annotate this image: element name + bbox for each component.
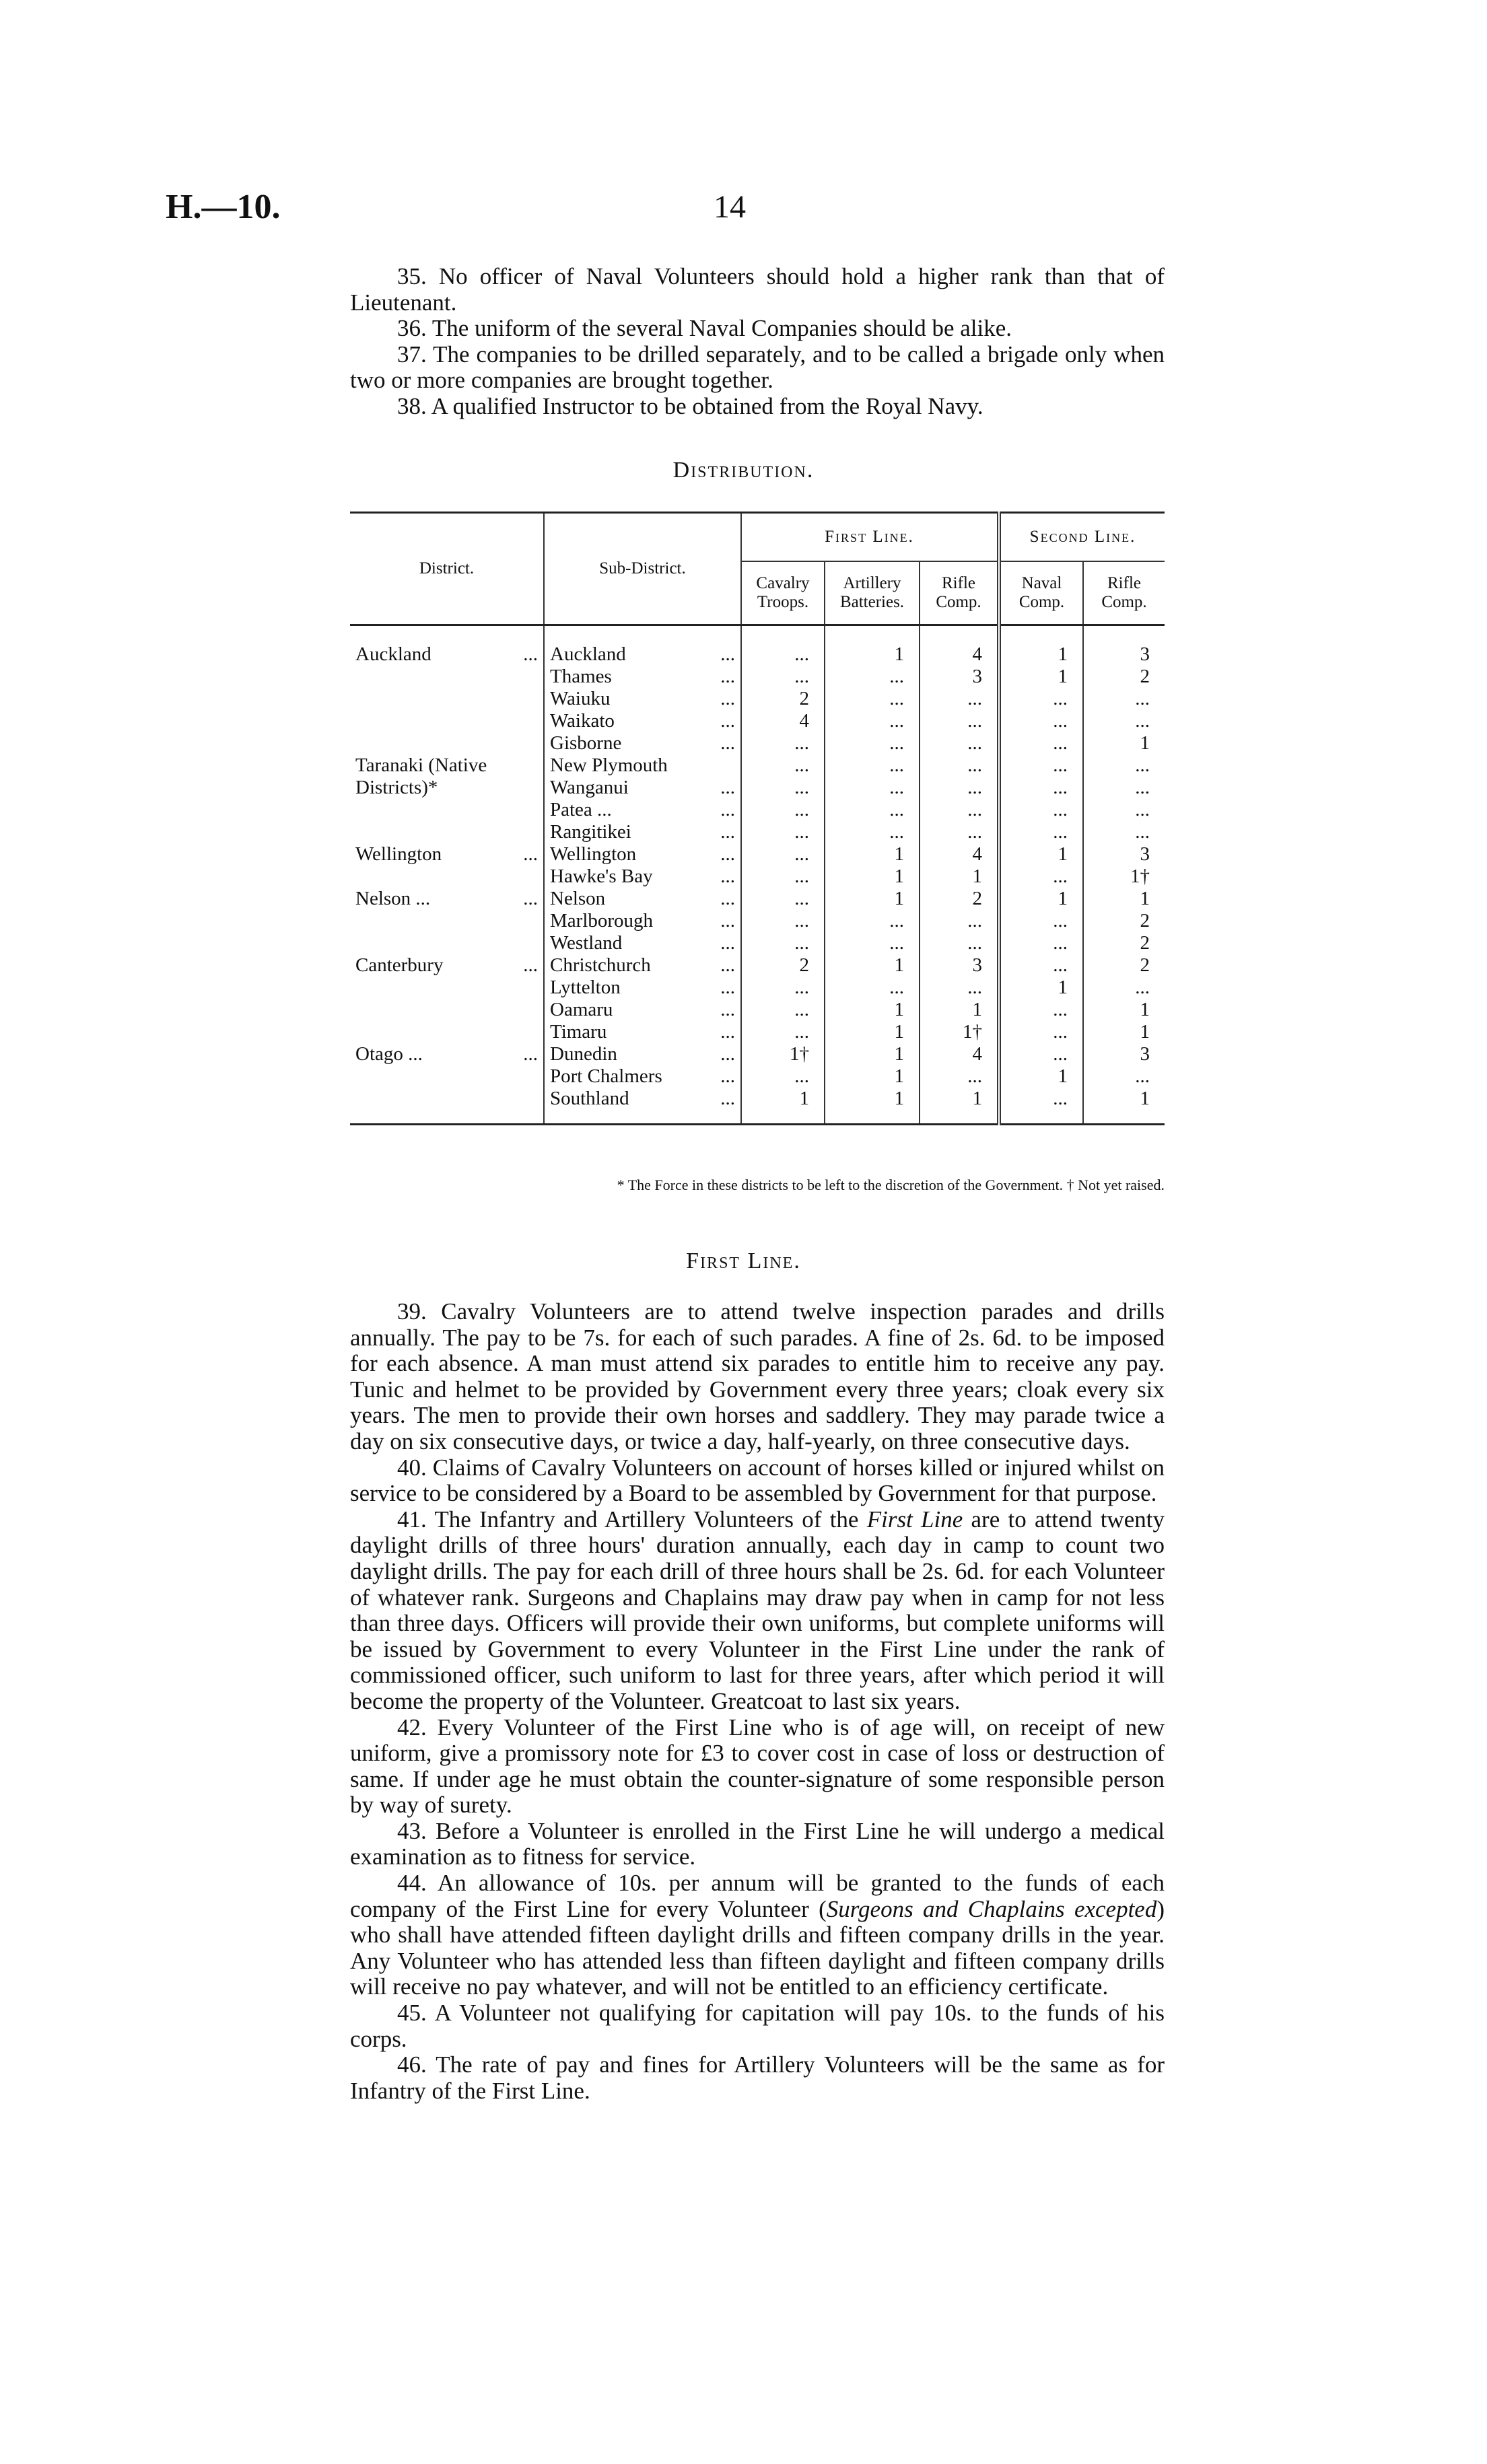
- paragraph-40: 40. Claims of Cavalry Volunteers on account of horses killed or injured whilst on service to be considered by a Board to be assembled by Government for that purpose.: [350, 1454, 1165, 1507]
- district-name: Otago ...: [355, 1043, 423, 1065]
- sub-district-name: Hawke's Bay: [550, 866, 653, 887]
- district-cell: [350, 799, 544, 821]
- district-cell: [350, 732, 544, 754]
- leader-dots: ...: [720, 977, 735, 998]
- value-cell: 1: [825, 1043, 920, 1065]
- leader-dots: ...: [720, 954, 735, 976]
- header-artillery-batteries: Artillery Batteries.: [825, 561, 920, 625]
- value-cell: 1†: [1083, 866, 1165, 888]
- district-cell: [350, 754, 544, 777]
- table-row: [350, 1021, 1165, 1043]
- leader-dots: ...: [720, 821, 735, 843]
- value-cell: 1: [825, 1088, 920, 1125]
- district-cell: [350, 1021, 544, 1043]
- value-cell: ...: [999, 1088, 1083, 1125]
- leader-dots: ...: [523, 843, 538, 865]
- leader-dots: ...: [523, 643, 538, 665]
- value-cell: ...: [1083, 754, 1165, 777]
- district-cell: [350, 710, 544, 732]
- district-cell: [350, 977, 544, 999]
- distribution-table: [350, 512, 1165, 1125]
- table-row: [350, 866, 1165, 888]
- district-name: Districts)*: [355, 777, 438, 798]
- table-row: [350, 843, 1165, 866]
- value-cell: ...: [999, 954, 1083, 977]
- sub-district-name: Thames: [550, 666, 612, 687]
- value-cell: ...: [920, 732, 999, 754]
- value-cell: ...: [741, 732, 825, 754]
- leader-dots: ...: [720, 1043, 735, 1065]
- paragraph-36: 36. The uniform of the several Naval Companies should be alike.: [397, 315, 1012, 342]
- table-row: [350, 710, 1165, 732]
- value-cell: 2: [920, 888, 999, 910]
- paragraph-42: 42. Every Volunteer of the First Line who is of age will, on receipt of new uniform, give a promissory note for £3 to cover cost in case of loss or destruction of same. If under age he must obtain the counter-signature of some responsible person by way of surety.: [350, 1714, 1165, 1819]
- value-cell: ...: [825, 932, 920, 954]
- leader-dots: ...: [720, 799, 735, 820]
- value-cell: ...: [825, 666, 920, 688]
- table-row: [350, 888, 1165, 910]
- table-row: [350, 910, 1165, 932]
- value-cell: 1: [1083, 999, 1165, 1021]
- value-cell: 1: [825, 954, 920, 977]
- value-cell: 4: [920, 625, 999, 666]
- header-first-line: First Line.: [741, 513, 999, 562]
- table-row: [350, 625, 1165, 666]
- district-name: Wellington: [355, 843, 442, 865]
- value-cell: 1: [1083, 888, 1165, 910]
- value-cell: ...: [825, 821, 920, 843]
- header-sub-district: Sub-District.: [544, 513, 741, 625]
- table-row: [350, 732, 1165, 754]
- value-cell: ...: [825, 977, 920, 999]
- first-line-title: First Line.: [686, 1248, 801, 1273]
- value-cell: ...: [999, 866, 1083, 888]
- value-cell: ...: [741, 866, 825, 888]
- district-cell: [350, 910, 544, 932]
- district-cell: [350, 625, 544, 666]
- leader-dots: ...: [523, 888, 538, 909]
- value-cell: ...: [741, 821, 825, 843]
- paragraph-43: 43. Before a Volunteer is enrolled in the First Line he will undergo a medical examination as to fitness for service.: [350, 1817, 1165, 1870]
- leader-dots: ...: [720, 1021, 735, 1043]
- sub-district-name: Nelson: [550, 888, 606, 909]
- sub-district-name: Gisborne: [550, 732, 622, 754]
- sub-district-name: Dunedin: [550, 1043, 617, 1065]
- district-name: Nelson ...: [355, 888, 431, 909]
- value-cell: 1: [999, 977, 1083, 999]
- paragraph-38: 38. A qualified Instructor to be obtained from the Royal Navy.: [397, 392, 983, 419]
- district-cell: [350, 821, 544, 843]
- value-cell: ...: [920, 910, 999, 932]
- value-cell: 1: [825, 1021, 920, 1043]
- value-cell: 1: [999, 666, 1083, 688]
- sub-district-name: Auckland: [550, 643, 626, 665]
- table-row: [350, 777, 1165, 799]
- leader-dots: ...: [720, 999, 735, 1020]
- leader-dots: ...: [720, 1065, 735, 1087]
- district-cell: [350, 866, 544, 888]
- first-line-paragraphs: [350, 1299, 1165, 2104]
- sub-district-cell: [544, 710, 741, 732]
- value-cell: ...: [920, 777, 999, 799]
- leader-dots: ...: [720, 688, 735, 709]
- header-second-line: Second Line.: [999, 513, 1165, 562]
- sub-district-name: Wellington: [550, 843, 637, 865]
- sub-district-cell: [544, 666, 741, 688]
- paragraph-44: 44. An allowance of 10s. per annum will be granted to the funds of each company of the First Line for every Volunteer (Surgeons and Chaplains excepted) who shall have attended fifteen daylight drills and fifteen company drills in the year. Any Volunteer who has attended less than fifteen daylight and fifteen company drills will receive no pay whatever, and will not be entitled to an efficiency certificate.: [350, 1870, 1165, 2000]
- paragraph-41: 41. The Infantry and Artillery Volunteers of the First Line are to attend twenty daylight drills of three hours' duration annually, each day in camp to count two daylight drills. The pay for each drill of three hours shall be 2s. 6d. for each Volunteer of whatever rank. Surgeons and Chaplains may draw pay when in camp for not less than three days. Officers will provide their own uniforms, but complete uniforms will be issued by Government to every Volunteer in the First Line under the rank of commissioned officer, such uniform to last for three years, after which period it will become the property of the Volunteer. Greatcoat to last six years.: [350, 1506, 1165, 1714]
- header-rifle-comp-second: Rifle Comp.: [1083, 561, 1165, 625]
- sub-district-name: Oamaru: [550, 999, 613, 1020]
- value-cell: 1: [825, 625, 920, 666]
- header-district: District.: [419, 559, 475, 577]
- value-cell: 1: [825, 888, 920, 910]
- value-cell: 3: [1083, 625, 1165, 666]
- sub-district-cell: [544, 910, 741, 932]
- sub-district-cell: [544, 799, 741, 821]
- value-cell: 1: [920, 999, 999, 1021]
- value-cell: ...: [741, 932, 825, 954]
- value-cell: ...: [825, 732, 920, 754]
- sub-district-name: Waikato: [550, 710, 615, 732]
- leader-dots: ...: [720, 666, 735, 687]
- district-cell: [350, 888, 544, 910]
- value-cell: ...: [999, 688, 1083, 710]
- table-row: [350, 999, 1165, 1021]
- table-row: [350, 932, 1165, 954]
- table-row: [350, 1043, 1165, 1065]
- paragraph-37: 37. The companies to be drilled separately, and to be called a brigade only when two or more companies are brought together.: [350, 341, 1165, 394]
- table-row: [350, 688, 1165, 710]
- header-naval-comp: Naval Comp.: [999, 561, 1083, 625]
- value-cell: 1: [999, 843, 1083, 866]
- value-cell: ...: [741, 1021, 825, 1043]
- value-cell: ...: [741, 999, 825, 1021]
- document-id: H.—10.: [166, 188, 281, 226]
- district-cell: [350, 843, 544, 866]
- district-cell: [350, 932, 544, 954]
- value-cell: ...: [999, 1021, 1083, 1043]
- value-cell: 3: [1083, 1043, 1165, 1065]
- value-cell: ...: [920, 821, 999, 843]
- value-cell: ...: [825, 777, 920, 799]
- sub-district-name: Lyttelton: [550, 977, 621, 998]
- sub-district-cell: [544, 1021, 741, 1043]
- leader-dots: ...: [720, 643, 735, 665]
- sub-district-cell: [544, 821, 741, 843]
- value-cell: ...: [741, 666, 825, 688]
- value-cell: 2: [741, 688, 825, 710]
- paragraph-45: 45. A Volunteer not qualifying for capitation will pay 10s. to the funds of his corps.: [350, 2000, 1165, 2052]
- district-name: Taranaki (Native: [355, 754, 487, 776]
- value-cell: 4: [920, 1043, 999, 1065]
- district-name: Auckland: [355, 643, 431, 665]
- sub-district-cell: [544, 1065, 741, 1088]
- sub-district-cell: [544, 977, 741, 999]
- district-cell: [350, 688, 544, 710]
- value-cell: 1: [999, 625, 1083, 666]
- value-cell: ...: [825, 688, 920, 710]
- value-cell: ...: [999, 754, 1083, 777]
- paragraph-35: 35. No officer of Naval Volunteers should hold a higher rank than that of Lieutenant.: [350, 263, 1165, 316]
- value-cell: ...: [999, 999, 1083, 1021]
- table-row: [350, 1065, 1165, 1088]
- value-cell: ...: [741, 843, 825, 866]
- value-cell: ...: [741, 799, 825, 821]
- leader-dots: ...: [720, 1088, 735, 1109]
- sub-district-cell: [544, 754, 741, 777]
- value-cell: ...: [999, 710, 1083, 732]
- sub-district-name: Wanganui: [550, 777, 629, 798]
- value-cell: 2: [1083, 954, 1165, 977]
- sub-district-name: Timaru: [550, 1021, 607, 1043]
- sub-district-name: Port Chalmers: [550, 1065, 662, 1087]
- leader-dots: ...: [720, 888, 735, 909]
- page-number: 14: [714, 189, 746, 225]
- value-cell: ...: [1083, 710, 1165, 732]
- leader-dots: ...: [523, 954, 538, 976]
- district-cell: [350, 666, 544, 688]
- table-row: [350, 666, 1165, 688]
- sub-district-cell: [544, 866, 741, 888]
- value-cell: ...: [1083, 977, 1165, 999]
- value-cell: 1: [999, 888, 1083, 910]
- sub-district-cell: [544, 999, 741, 1021]
- value-cell: 3: [920, 954, 999, 977]
- sub-district-name: Rangitikei: [550, 821, 631, 843]
- sub-district-cell: [544, 1043, 741, 1065]
- sub-district-cell: [544, 1088, 741, 1125]
- header-rifle-comp-first: Rifle Comp.: [920, 561, 999, 625]
- value-cell: 4: [741, 710, 825, 732]
- table-row: [350, 754, 1165, 777]
- table-row: [350, 1088, 1165, 1125]
- value-cell: 1†: [741, 1043, 825, 1065]
- distribution-rows: [350, 625, 1165, 1125]
- district-name: Canterbury: [355, 954, 444, 976]
- value-cell: ...: [741, 754, 825, 777]
- value-cell: ...: [741, 777, 825, 799]
- sub-district-cell: [544, 625, 741, 666]
- value-cell: ...: [741, 910, 825, 932]
- table-footnote: * The Force in these districts to be left to the discretion of the Government. † Not yet raised.: [617, 1176, 1165, 1193]
- sub-district-name: Southland: [550, 1088, 629, 1109]
- value-cell: ...: [920, 710, 999, 732]
- leader-dots: ...: [720, 843, 735, 865]
- value-cell: ...: [999, 777, 1083, 799]
- sub-district-cell: [544, 732, 741, 754]
- value-cell: ...: [741, 625, 825, 666]
- sub-district-cell: [544, 777, 741, 799]
- value-cell: 2: [1083, 910, 1165, 932]
- value-cell: 1: [825, 843, 920, 866]
- value-cell: 1: [825, 866, 920, 888]
- leader-dots: ...: [720, 932, 735, 954]
- district-cell: [350, 777, 544, 799]
- value-cell: ...: [1083, 777, 1165, 799]
- paragraph-46: 46. The rate of pay and fines for Artillery Volunteers will be the same as for Infantry of the First Line.: [350, 2051, 1165, 2104]
- value-cell: 1: [920, 866, 999, 888]
- table-row: [350, 799, 1165, 821]
- value-cell: 1: [1083, 1021, 1165, 1043]
- value-cell: 2: [1083, 932, 1165, 954]
- value-cell: ...: [741, 1065, 825, 1088]
- value-cell: 1: [825, 999, 920, 1021]
- leader-dots: ...: [720, 710, 735, 732]
- table-row: [350, 954, 1165, 977]
- distribution-title: Distribution.: [672, 458, 815, 483]
- sub-district-name: New Plymouth: [550, 754, 668, 776]
- value-cell: ...: [1083, 688, 1165, 710]
- value-cell: 1†: [920, 1021, 999, 1043]
- table-row: [350, 821, 1165, 843]
- value-cell: 1: [1083, 732, 1165, 754]
- sub-district-name: Westland: [550, 932, 623, 954]
- value-cell: ...: [920, 799, 999, 821]
- value-cell: 2: [1083, 666, 1165, 688]
- district-cell: [350, 1043, 544, 1065]
- value-cell: 1: [999, 1065, 1083, 1088]
- sub-district-cell: [544, 932, 741, 954]
- top-paragraphs: [350, 264, 1165, 420]
- district-cell: [350, 1065, 544, 1088]
- value-cell: ...: [825, 754, 920, 777]
- sub-district-name: Waiuku: [550, 688, 611, 709]
- value-cell: ...: [741, 888, 825, 910]
- value-cell: ...: [999, 910, 1083, 932]
- value-cell: ...: [741, 977, 825, 999]
- sub-district-name: Patea ...: [550, 799, 612, 820]
- district-cell: [350, 1088, 544, 1125]
- value-cell: ...: [1083, 799, 1165, 821]
- value-cell: ...: [1083, 1065, 1165, 1088]
- leader-dots: ...: [720, 910, 735, 931]
- value-cell: ...: [999, 732, 1083, 754]
- header-cavalry-troops: Cavalry Troops.: [741, 561, 825, 625]
- value-cell: ...: [999, 1043, 1083, 1065]
- leader-dots: ...: [720, 866, 735, 887]
- sub-district-cell: [544, 688, 741, 710]
- sub-district-name: Marlborough: [550, 910, 654, 931]
- value-cell: ...: [999, 821, 1083, 843]
- value-cell: ...: [825, 710, 920, 732]
- value-cell: ...: [999, 799, 1083, 821]
- leader-dots: ...: [720, 777, 735, 798]
- leader-dots: ...: [523, 1043, 538, 1065]
- value-cell: 1: [741, 1088, 825, 1125]
- value-cell: 1: [825, 1065, 920, 1088]
- value-cell: ...: [920, 688, 999, 710]
- value-cell: 3: [920, 666, 999, 688]
- value-cell: ...: [920, 977, 999, 999]
- sub-district-cell: [544, 888, 741, 910]
- value-cell: ...: [999, 932, 1083, 954]
- sub-district-name: Christchurch: [550, 954, 651, 976]
- value-cell: ...: [1083, 821, 1165, 843]
- value-cell: 3: [1083, 843, 1165, 866]
- value-cell: ...: [920, 1065, 999, 1088]
- value-cell: 2: [741, 954, 825, 977]
- value-cell: 1: [920, 1088, 999, 1125]
- leader-dots: ...: [720, 732, 735, 754]
- value-cell: 1: [1083, 1088, 1165, 1125]
- value-cell: ...: [825, 910, 920, 932]
- sub-district-cell: [544, 843, 741, 866]
- district-cell: [350, 954, 544, 977]
- table-row: [350, 977, 1165, 999]
- value-cell: 4: [920, 843, 999, 866]
- value-cell: ...: [825, 799, 920, 821]
- value-cell: ...: [920, 932, 999, 954]
- paragraph-39: 39. Cavalry Volunteers are to attend twelve inspection parades and drills annually. The pay to be 7s. for each of such parades. A fine of 2s. 6d. to be imposed for each absence. A man must attend six parades to entitle him to receive any pay. Tunic and helmet to be provided by Government every three years; cloak every six years. The men to provide their own horses and saddlery. They may parade twice a day on six consecutive days, or twice a day, half-yearly, on three consecutive days.: [350, 1298, 1165, 1454]
- sub-district-cell: [544, 954, 741, 977]
- value-cell: ...: [920, 754, 999, 777]
- district-cell: [350, 999, 544, 1021]
